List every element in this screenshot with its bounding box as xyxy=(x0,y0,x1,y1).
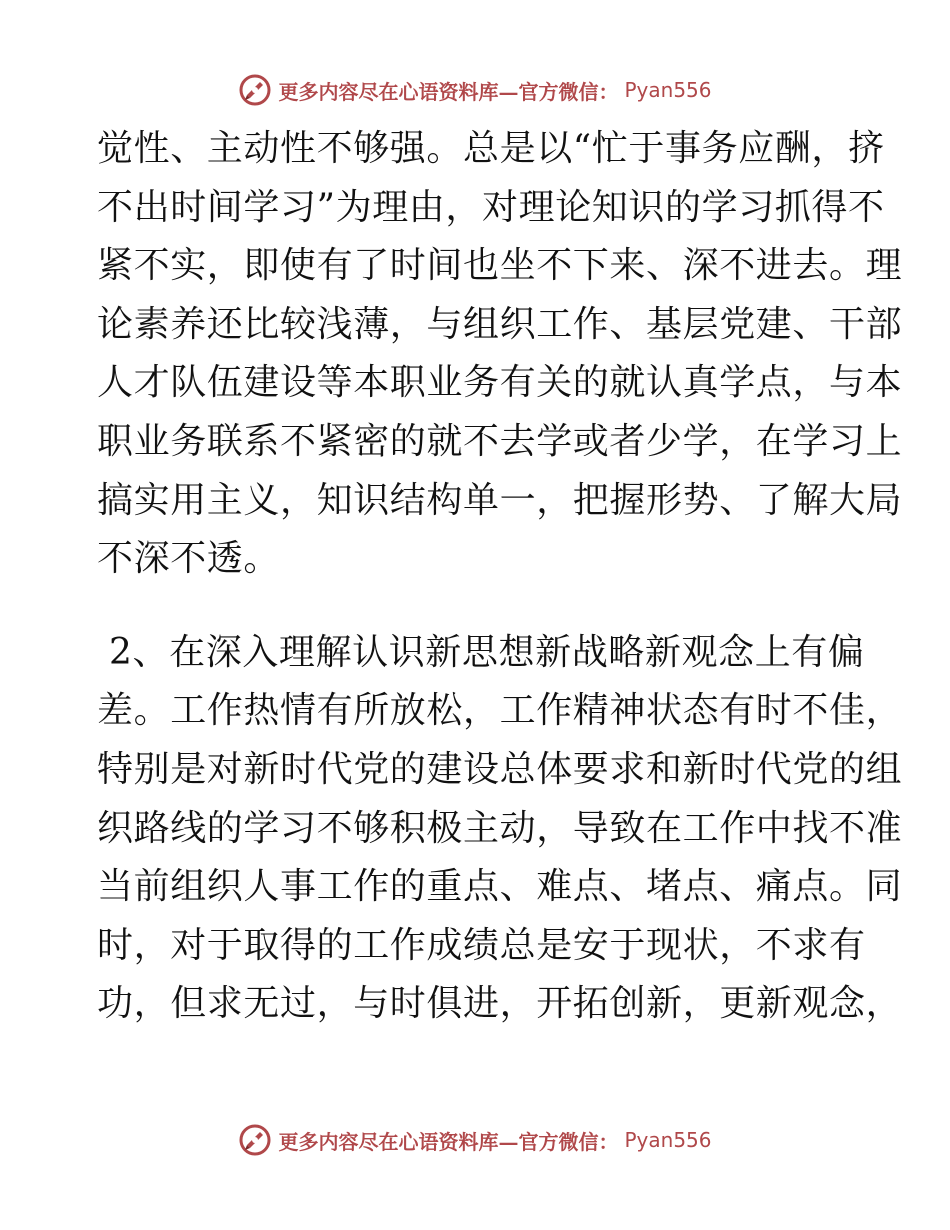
header-banner xyxy=(0,70,950,110)
text-line: 职业务联系不紧密的就不去学或者少学，在学习上 xyxy=(97,420,903,462)
text-line: 紧不实，即使有了时间也坐不下来、深不进去。理 xyxy=(97,245,903,287)
header-wechat-id: Pyan556 xyxy=(624,78,712,102)
text-line: 不出时间学习”为理由，对理论知识的学习抓得不 xyxy=(97,186,885,228)
header-banner-text: 更多内容尽在心语资料库—官方微信： xyxy=(278,79,619,104)
text-line: 搞实用主义，知识结构单一，把握形势、了解大局 xyxy=(97,479,903,521)
text-line: 论素养还比较浅薄，与组织工作、基层党建、干部 xyxy=(97,303,903,345)
footer-wechat-id: Pyan556 xyxy=(624,1128,712,1152)
text-line: 觉性、主动性不够强。总是以“忙于事务应酬，挤 xyxy=(97,128,885,169)
brand-logo-icon xyxy=(238,1123,272,1157)
footer-banner xyxy=(0,1120,950,1160)
brand-logo-icon xyxy=(238,73,272,107)
document-body xyxy=(97,120,903,1034)
paragraph-spacer xyxy=(97,589,857,624)
text-line: 特别是对新时代党的建设总体要求和新时代党的组 xyxy=(97,748,903,790)
text-line: 人才队伍建设等本职业务有关的就认真学点，与本 xyxy=(97,362,903,404)
footer-banner-text: 更多内容尽在心语资料库—官方微信： xyxy=(278,1129,619,1154)
text-line: 织路线的学习不够积极主动，导致在工作中找不准 xyxy=(97,807,903,849)
text-line: 不深不透。 xyxy=(97,538,281,580)
text-line: 当前组织人事工作的重点、难点、堵点、痛点。同 xyxy=(97,866,903,908)
text-line: 功，但求无过，与时俱进，开拓创新，更新观念， xyxy=(97,983,903,1025)
text-line: 2、在深入理解认识新思想新战略新观念上有偏 xyxy=(109,631,865,673)
text-line: 时，对于取得的工作成绩总是安于现状，不求有 xyxy=(97,924,866,966)
text-line: 差。工作热情有所放松，工作精神状态有时不佳， xyxy=(97,690,903,732)
